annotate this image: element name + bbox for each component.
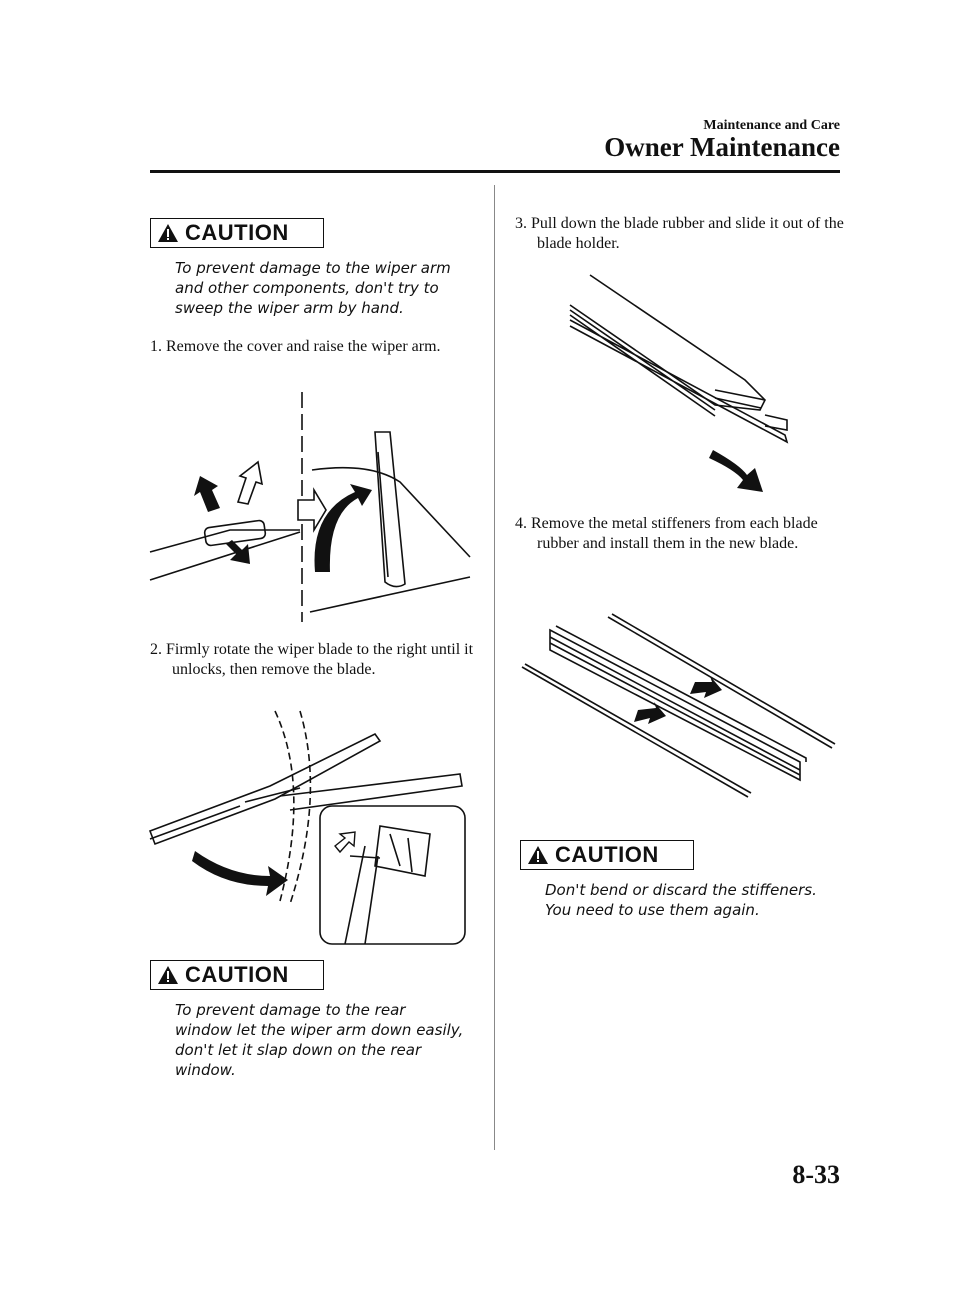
chapter-title: Owner Maintenance <box>604 132 840 162</box>
caution-label-3: CAUTION <box>555 842 659 867</box>
column-divider <box>494 185 495 1150</box>
page-number: 8-33 <box>792 1160 840 1189</box>
figure-pull-blade-rubber <box>565 270 795 495</box>
caution-banner-3 <box>520 840 694 870</box>
warning-icon <box>527 845 549 865</box>
caution-banner-1 <box>150 218 324 248</box>
caution-text-1: To prevent damage to the wiper arm and other components, don't try to sweep the wiper arm by hand. <box>175 259 451 317</box>
caution-label-1: CAUTION <box>185 220 289 245</box>
warning-icon <box>157 223 179 243</box>
step-1: 1. Remove the cover and raise the wiper arm. <box>150 338 441 355</box>
caution-label-2: CAUTION <box>185 962 289 987</box>
step-3: 3. Pull down the blade rubber and slide it out of the blade holder. <box>515 215 844 252</box>
caution-text-2: To prevent damage to the rear window let the wiper arm down easily, don't let it slap down on the rear window. <box>175 1001 464 1079</box>
caution-banner-2 <box>150 960 324 990</box>
figure-raise-wiper-arm <box>150 392 480 622</box>
step-2: 2. Firmly rotate the wiper blade to the right until it unlocks, then remove the blade. <box>150 641 474 678</box>
figure-rotate-blade <box>150 706 470 946</box>
warning-icon <box>157 965 179 985</box>
caution-text-3: Don't bend or discard the stiffeners. You need to use them again. <box>545 881 817 919</box>
section-label: Maintenance and Care <box>703 118 840 133</box>
step-4: 4. Remove the metal stiffeners from each blade rubber and install them in the new blade. <box>515 515 818 552</box>
figure-metal-stiffeners <box>520 612 840 802</box>
header-rule <box>150 170 840 173</box>
